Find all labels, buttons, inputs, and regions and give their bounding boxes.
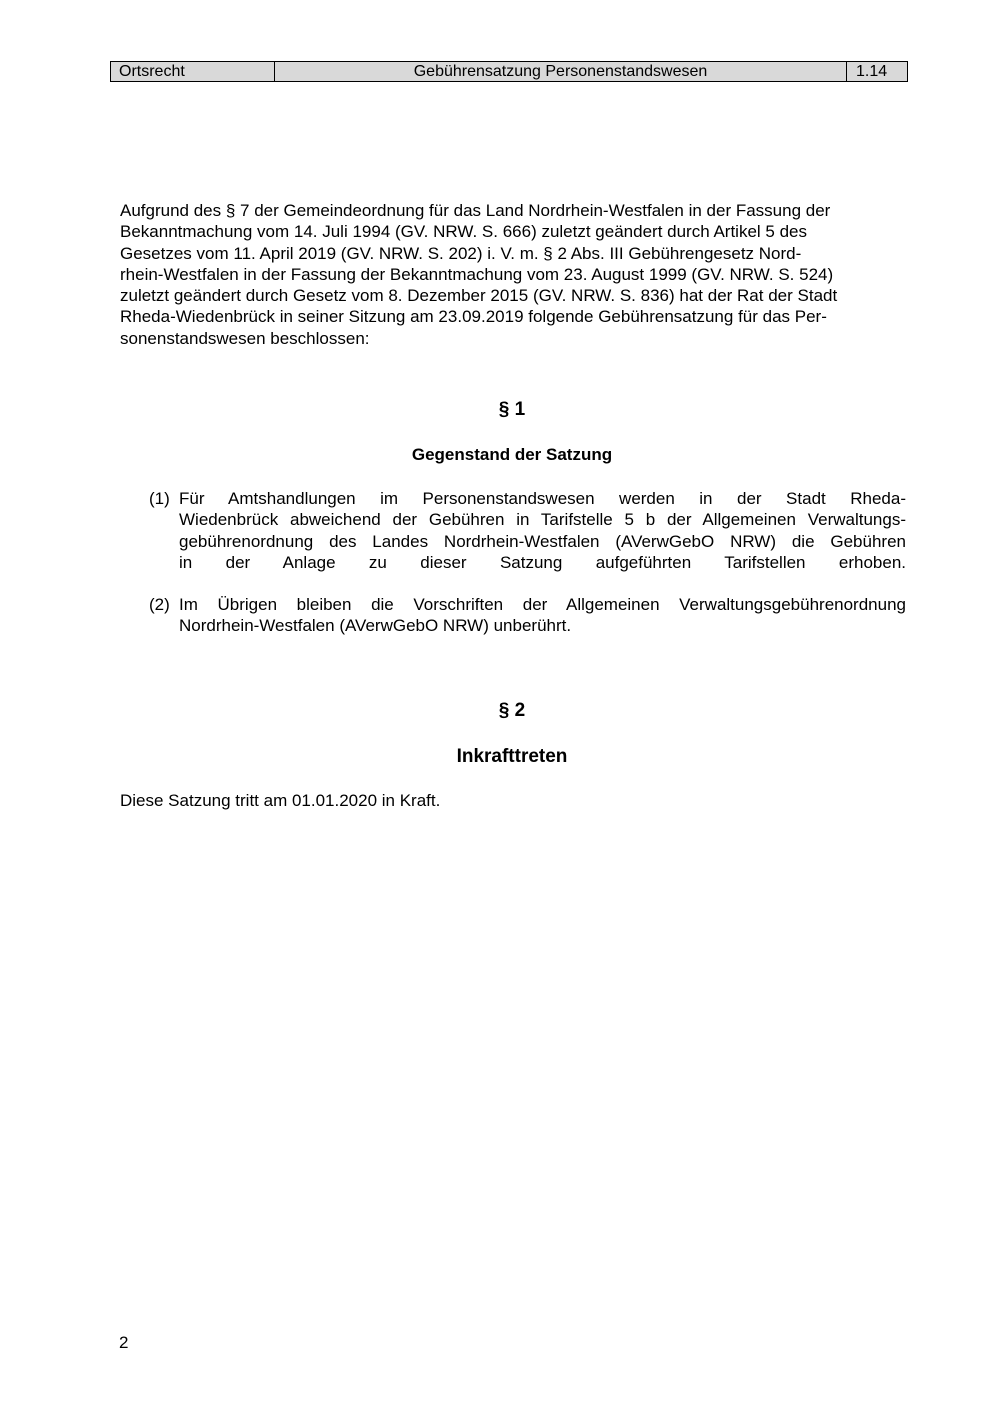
list-line: Im Übrigen bleiben die Vorschriften der Allgemeinen Verwaltungsgebührenordnung <box>179 595 906 615</box>
section-2-title: Inkrafttreten <box>456 746 568 767</box>
page-number: 2 <box>119 1333 129 1352</box>
list-item <box>149 594 906 637</box>
list-line: gebührenordnung des Landes Nordrhein-Westfalen (AVerwGebO NRW) die Gebühren <box>179 531 906 551</box>
section-2-text: Diese Satzung tritt am 01.01.2020 in Kraft. <box>120 791 441 810</box>
list-line: in der Anlage zu dieser Satzung aufgeführten Tarifstellen erhoben. <box>179 552 906 572</box>
list-line: Wiedenbrück abweichend der Gebühren in Tarifstelle 5 b der Allgemeinen Verwaltungs- <box>179 510 906 530</box>
document-header <box>110 61 908 82</box>
section-1-number: § 1 <box>498 399 526 420</box>
list-line: Für Amtshandlungen im Personenstandswesen werden in der Stadt Rheda- <box>179 489 906 508</box>
preamble-line: Bekanntmachung vom 14. Juli 1994 (GV. NRW. S. 666) zuletzt geändert durch Artikel 5 des <box>120 222 807 242</box>
list-item-text <box>179 488 906 573</box>
preamble-line: Aufgrund des § 7 der Gemeindeordnung für das Land Nordrhein-Westfalen in der Fassung der <box>120 201 831 220</box>
header-category: Ortsrecht <box>111 62 275 81</box>
header-number: 1.14 <box>856 63 888 80</box>
preamble-paragraph <box>120 200 910 349</box>
preamble-line: rhein-Westfalen in der Fassung der Bekanntmachung vom 23. August 1999 (GV. NRW. S. 524) <box>120 264 834 284</box>
list-marker: (2) <box>149 595 170 615</box>
preamble-line: zuletzt geändert durch Gesetz vom 8. Dezember 2015 (GV. NRW. S. 836) hat der Rat der Stadt <box>120 286 838 306</box>
preamble-line: Rheda-Wiedenbrück in seiner Sitzung am 23.09.2019 folgende Gebührensatzung für das Per- <box>120 307 827 327</box>
list-marker: (1) <box>149 489 170 508</box>
list-line: Nordrhein-Westfalen (AVerwGebO NRW) unberührt. <box>179 616 572 636</box>
preamble-line: sonenstandswesen beschlossen: <box>120 328 370 348</box>
list-item-text <box>179 594 906 637</box>
section-1-title: Gegenstand der Satzung <box>411 445 613 464</box>
section-1-list <box>149 488 906 658</box>
preamble-line: Gesetzes vom 11. April 2019 (GV. NRW. S. 202) i. V. m. § 2 Abs. III Gebührengesetz Nord- <box>120 243 802 263</box>
list-item <box>149 488 906 573</box>
section-2-number: § 2 <box>498 700 526 721</box>
header-title: Gebührensatzung Personenstandswesen <box>275 62 847 81</box>
